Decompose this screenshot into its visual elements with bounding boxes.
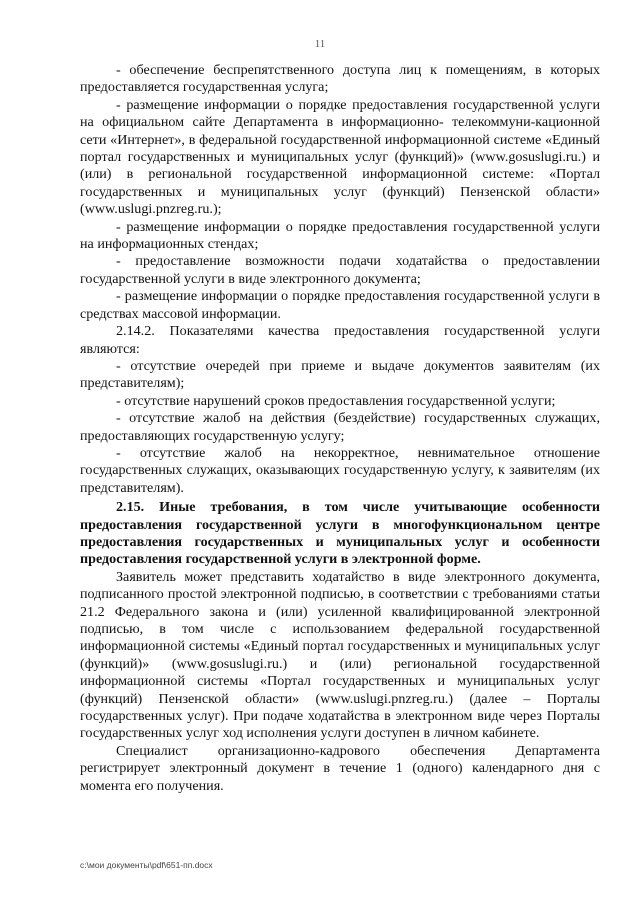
paragraph: - отсутствие жалоб на некорректное, невнимательное отношение государственных служащих, оказывающих государственную услугу, к заявителям (их представителям). xyxy=(80,444,600,496)
paragraph: Специалист организационно-кадрового обеспечения Департамента регистрирует электронный документ в течение 1 (одного) календарного дня с момента его получения. xyxy=(80,742,600,794)
paragraph: - размещение информации о порядке предоставления государственной услуги на официальном сайте Департамента в информационно- телекоммуни-кационной сети «Интернет», в федеральной государственной информационной системе «Единый портал государственных и муниципальных услуг (функций)» (www.gosuslugi.ru.) и (или) в региональной государственной информационной системе: «Портал государственных и муниципальных услуг (функций) Пензенской области» (www.uslugi.pnzreg.ru.); xyxy=(80,96,600,218)
paragraph: - отсутствие нарушений сроков предоставления государственной услуги; xyxy=(116,392,556,409)
paragraph: - отсутствие очередей при приеме и выдаче документов заявителям (их представителям); xyxy=(80,357,600,392)
page-number: 11 xyxy=(314,38,326,50)
document-body xyxy=(80,62,600,795)
paragraph: - размещение информации о порядке предоставления государственной услуги в средствах массовой информации. xyxy=(80,288,600,322)
footer-file-path: c:\мои документы\pdf\651-пп.docx xyxy=(80,860,213,870)
paragraph: 2.14.2. Показателями качества предоставления государственной услуги являются: xyxy=(80,323,600,357)
paragraph: - размещение информации о порядке предоставления государственной услуги на информационных стендах; xyxy=(80,218,600,253)
paragraph: - отсутствие жалоб на действия (бездействие) государственных служащих, предоставляющих государственную услугу; xyxy=(80,410,600,444)
paragraph: - предоставление возможности подачи ходатайства о предоставлении государственной услуги в виде электронного документа; xyxy=(80,253,600,287)
section-heading: 2.15. Иные требования, в том числе учитывающие особенности предоставления государственной услуги в многофункциональном центре предоставления государственных и муниципальных услуг и особенности предоставления государственной услуги в электронной форме. xyxy=(80,499,600,568)
paragraph: - обеспечение беспрепятственного доступа лиц к помещениям, в которых предоставляется государственная услуга; xyxy=(80,62,600,96)
paragraph: Заявитель может представить ходатайство в виде электронного документа, подписанного простой электронной подписью, в соответствии с требованиями статьи 21.2 Федерального закона и (или) усиленной квалифицированной электронной подписью, в том числе с использованием федеральной государственной информационной системы «Единый портал государственных и муниципальных услуг (функций)» (www.gosuslugi.ru.) и (или) региональной государственной информационной системы «Портал государственных и муниципальных услуг (функций) Пензенской области» (www.uslugi.pnzreg.ru.) (далее – Порталы государственных услуг). При подаче ходатайства в электронном виде через Порталы государственных услуг ход исполнения услуги доступен в личном кабинете. xyxy=(80,568,600,742)
